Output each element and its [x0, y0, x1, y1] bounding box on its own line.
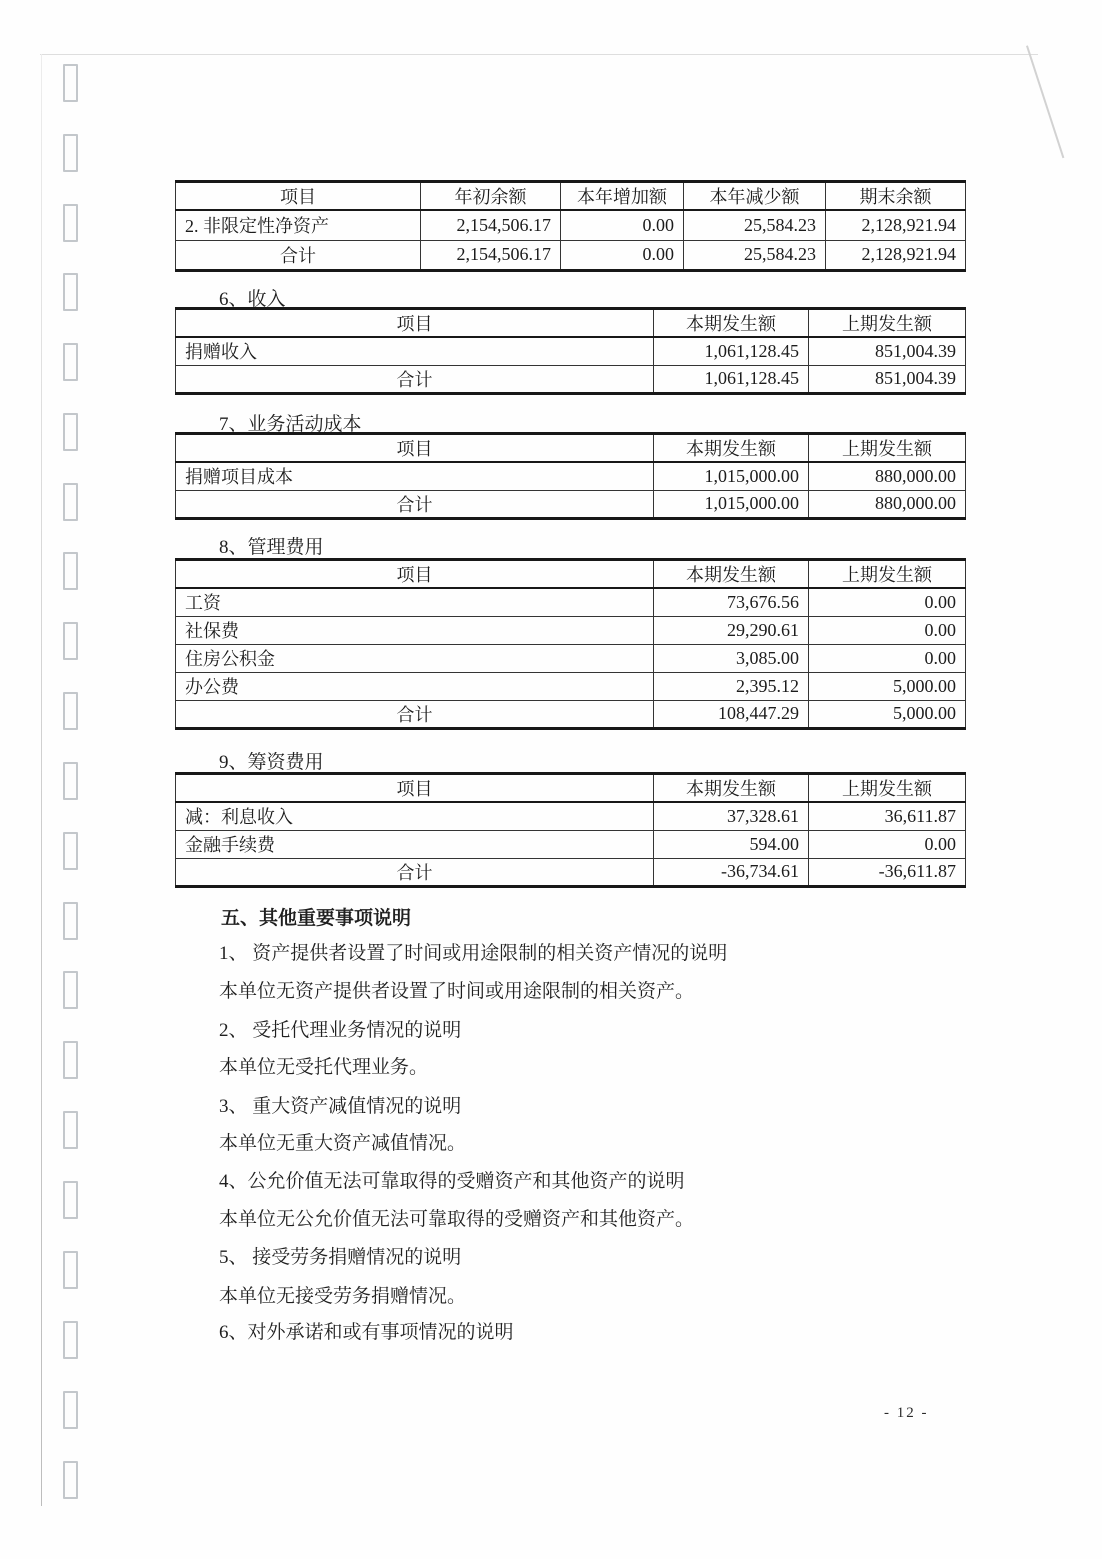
- cell-value: 880,000.00: [809, 462, 966, 490]
- binder-hole: [63, 1461, 78, 1499]
- row-label: 金融手续费: [176, 830, 654, 858]
- binder-hole: [63, 64, 78, 102]
- cell-value: 29,290.61: [654, 616, 809, 644]
- row-label: 办公费: [176, 672, 654, 700]
- notes-section-title: 五、其他重要事项说明: [221, 908, 412, 929]
- cell-value: 25,584.23: [684, 240, 826, 270]
- cell-value: 2,128,921.94: [826, 210, 966, 240]
- binder-hole: [63, 1391, 78, 1429]
- table-row: [176, 616, 966, 644]
- row-label: 合计: [176, 240, 421, 270]
- cell-value: 0.00: [561, 240, 684, 270]
- binder-hole: [63, 1321, 78, 1359]
- column-header: 项目: [176, 309, 654, 338]
- cell-value: -36,734.61: [654, 858, 809, 886]
- cell-value: 5,000.00: [809, 700, 966, 728]
- binder-hole: [63, 273, 78, 311]
- row-label: 工资: [176, 588, 654, 616]
- binder-hole: [63, 622, 78, 660]
- cell-value: 0.00: [809, 588, 966, 616]
- cell-value: 594.00: [654, 830, 809, 858]
- table-row: [176, 830, 966, 858]
- table-total-row: [176, 490, 966, 518]
- table-header-row: [176, 182, 966, 211]
- binder-hole: [63, 971, 78, 1009]
- table-row: [176, 210, 966, 240]
- financing-expense-table: [175, 772, 966, 888]
- row-label: 住房公积金: [176, 644, 654, 672]
- cell-value: 25,584.23: [684, 210, 826, 240]
- table-row: [176, 802, 966, 830]
- column-header: 项目: [176, 434, 654, 463]
- note-line: 4、公允价值无法可靠取得的受赠资产和其他资产的说明: [219, 1171, 685, 1192]
- cell-value: 0.00: [561, 210, 684, 240]
- income-table: [175, 307, 966, 395]
- cell-value: 1,015,000.00: [654, 462, 809, 490]
- cell-value: 880,000.00: [809, 490, 966, 518]
- cell-value: 851,004.39: [809, 337, 966, 365]
- paper-left-edge: [41, 54, 42, 1506]
- note-line: 2、 受托代理业务情况的说明: [219, 1020, 462, 1041]
- note-line: 5、 接受劳务捐赠情况的说明: [219, 1247, 462, 1268]
- column-header: 本期发生额: [654, 560, 809, 589]
- row-label: 社保费: [176, 616, 654, 644]
- table-header-row: [176, 774, 966, 803]
- binder-hole: [63, 204, 78, 242]
- row-label: 减：利息收入: [176, 802, 654, 830]
- binder-hole: [63, 552, 78, 590]
- row-label: 合计: [176, 858, 654, 886]
- table-total-row: [176, 858, 966, 886]
- row-label: 2. 非限定性净资产: [176, 210, 421, 240]
- note-line: 1、 资产提供者设置了时间或用途限制的相关资产情况的说明: [219, 943, 728, 964]
- note-line: 本单位无资产提供者设置了时间或用途限制的相关资产。: [219, 981, 695, 1002]
- cell-value: 0.00: [809, 644, 966, 672]
- cell-value: 2,154,506.17: [421, 210, 561, 240]
- table-total-row: [176, 365, 966, 393]
- row-label: 捐赠收入: [176, 337, 654, 365]
- note-line: 本单位无公允价值无法可靠取得的受赠资产和其他资产。: [219, 1209, 695, 1230]
- cell-value: 2,395.12: [654, 672, 809, 700]
- row-label: 捐赠项目成本: [176, 462, 654, 490]
- table-header-row: [176, 309, 966, 338]
- table-row: [176, 672, 966, 700]
- column-header: 本年减少额: [684, 182, 826, 211]
- note-line: 本单位无接受劳务捐赠情况。: [219, 1286, 467, 1307]
- table-row: [176, 588, 966, 616]
- cell-value: 3,085.00: [654, 644, 809, 672]
- binder-hole: [63, 1041, 78, 1079]
- binder-hole: [63, 692, 78, 730]
- column-header: 年初余额: [421, 182, 561, 211]
- note-line: 6、对外承诺和或有事项情况的说明: [219, 1322, 514, 1343]
- column-header: 本期发生额: [654, 309, 809, 338]
- cell-value: 2,154,506.17: [421, 240, 561, 270]
- cell-value: 0.00: [809, 830, 966, 858]
- binder-hole: [63, 1251, 78, 1289]
- row-label: 合计: [176, 490, 654, 518]
- cell-value: 5,000.00: [809, 672, 966, 700]
- cell-value: 1,061,128.45: [654, 365, 809, 393]
- cell-value: 1,015,000.00: [654, 490, 809, 518]
- section-title-admin-expense: 8、管理费用: [219, 537, 324, 558]
- cell-value: 1,061,128.45: [654, 337, 809, 365]
- note-line: 本单位无受托代理业务。: [219, 1057, 429, 1078]
- binder-hole: [63, 1181, 78, 1219]
- binder-hole: [63, 134, 78, 172]
- binder-hole: [63, 902, 78, 940]
- binder-hole: [63, 483, 78, 521]
- cell-value: 37,328.61: [654, 802, 809, 830]
- binder-hole: [63, 1111, 78, 1149]
- column-header: 项目: [176, 560, 654, 589]
- cell-value: -36,611.87: [809, 858, 966, 886]
- table-header-row: [176, 560, 966, 589]
- section-title-financing-expense: 9、筹资费用: [219, 752, 324, 773]
- section-title-activity-cost: 7、业务活动成本: [219, 414, 362, 435]
- page-number: - 12 -: [884, 1405, 929, 1421]
- binder-hole: [63, 413, 78, 451]
- note-line: 本单位无重大资产减值情况。: [219, 1133, 467, 1154]
- column-header: 上期发生额: [809, 774, 966, 803]
- binder-hole: [63, 762, 78, 800]
- cell-value: 73,676.56: [654, 588, 809, 616]
- net-assets-table: [175, 180, 966, 272]
- column-header: 上期发生额: [809, 309, 966, 338]
- table-row: [176, 644, 966, 672]
- table-header-row: [176, 434, 966, 463]
- cell-value: 36,611.87: [809, 802, 966, 830]
- section-title-income: 6、收入: [219, 289, 286, 310]
- scan-artifact-line: [1026, 45, 1064, 158]
- column-header: 上期发生额: [809, 560, 966, 589]
- cell-value: 0.00: [809, 616, 966, 644]
- note-line: 3、 重大资产减值情况的说明: [219, 1096, 462, 1117]
- cell-value: 851,004.39: [809, 365, 966, 393]
- column-header: 本年增加额: [561, 182, 684, 211]
- column-header: 本期发生额: [654, 434, 809, 463]
- binder-hole: [63, 343, 78, 381]
- column-header: 项目: [176, 182, 421, 211]
- admin-expense-table: [175, 558, 966, 730]
- column-header: 本期发生额: [654, 774, 809, 803]
- table-total-row: [176, 240, 966, 270]
- table-row: [176, 337, 966, 365]
- table-total-row: [176, 700, 966, 728]
- row-label: 合计: [176, 365, 654, 393]
- paper-top-edge: [40, 54, 1038, 55]
- column-header: 项目: [176, 774, 654, 803]
- column-header: 期末余额: [826, 182, 966, 211]
- table-row: [176, 462, 966, 490]
- binder-hole: [63, 832, 78, 870]
- activity-cost-table: [175, 432, 966, 520]
- cell-value: 108,447.29: [654, 700, 809, 728]
- row-label: 合计: [176, 700, 654, 728]
- cell-value: 2,128,921.94: [826, 240, 966, 270]
- column-header: 上期发生额: [809, 434, 966, 463]
